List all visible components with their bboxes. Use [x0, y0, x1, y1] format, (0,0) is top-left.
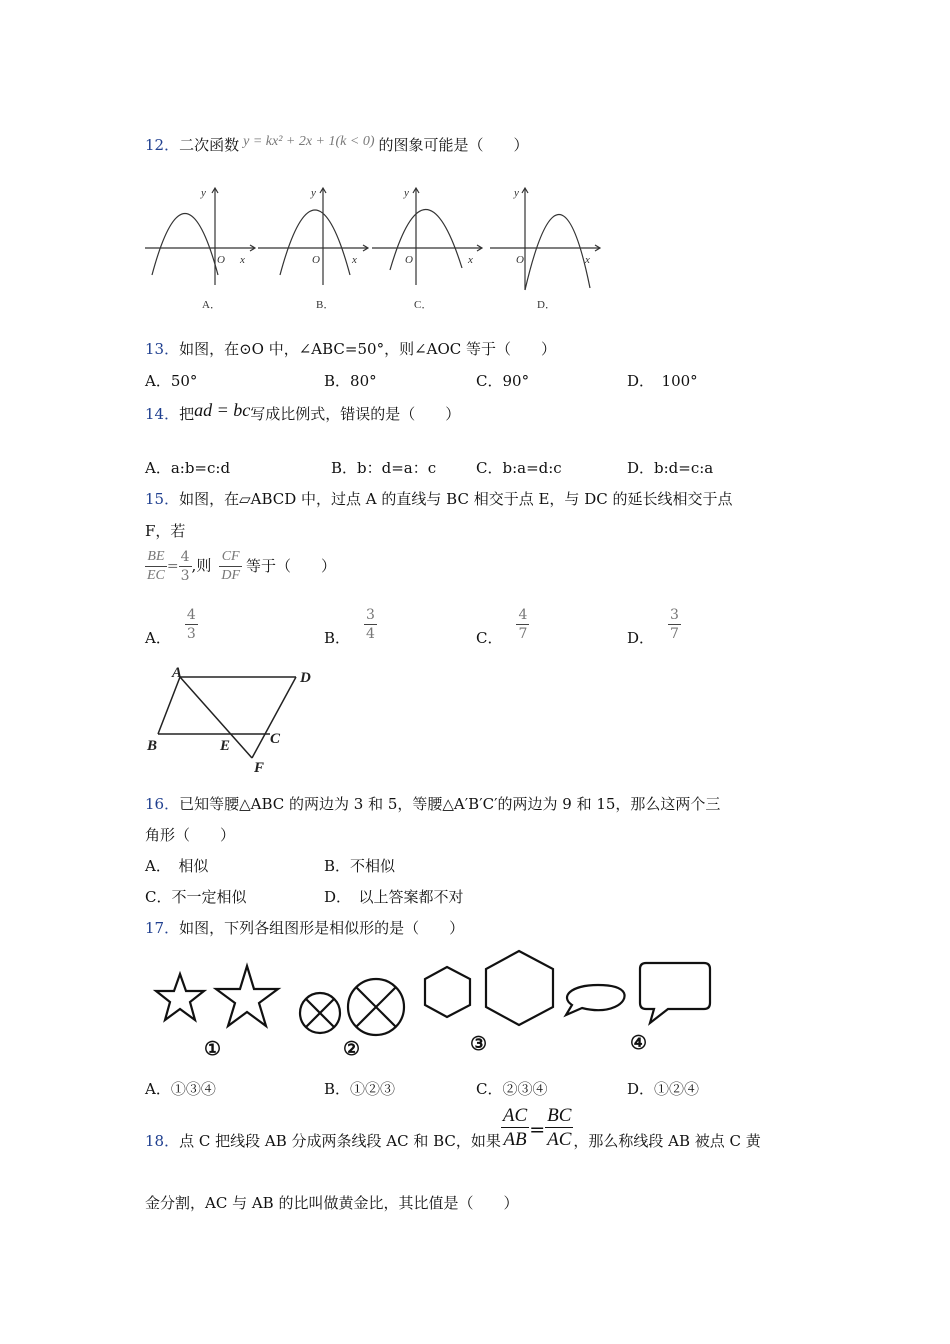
q16-option-c: C．不一定相似 [145, 888, 247, 906]
q13-text: 如图，在⊙O 中，∠ABC=50°，则∠AOC 等于（ ） [179, 340, 557, 358]
q15-option-b-frac [364, 608, 377, 641]
q18-post: ，那么称线段 AB 被点 C 黄 [573, 1131, 761, 1150]
q12-d-o: O [516, 254, 524, 266]
q15-line1 [145, 488, 732, 509]
q17-option-c: C．②③④ [476, 1080, 548, 1098]
q15-option-d-den: 7 [670, 626, 679, 642]
q12-post: 的图象可能是（ ） [378, 136, 529, 154]
q15-option-c-frac [516, 608, 529, 641]
q15-then: ,则 [191, 556, 212, 575]
q12-stem [145, 134, 529, 155]
q13-option-c: C．90° [476, 372, 530, 390]
q15-option-b [324, 607, 377, 647]
q15-option-d [627, 607, 681, 647]
q15-frac3-num: CF [219, 550, 242, 567]
q17-option-b: B．①②③ [324, 1080, 396, 1098]
q12-graph-a [145, 188, 255, 285]
q15-option-a-frac [185, 608, 198, 641]
q12-graphs [140, 180, 610, 320]
q15-option-b-label: B． [324, 628, 351, 647]
q15-option-d-frac [668, 608, 681, 641]
q16-option-d: D． 以上答案都不对 [324, 888, 464, 906]
q15-fig-e: E [220, 738, 231, 754]
q15-fig-d: D [300, 670, 311, 686]
q12-b-x: x [352, 254, 357, 266]
q17-group-label-2: ② [343, 1039, 361, 1060]
q15-option-b-den: 4 [366, 626, 375, 642]
q18-frac1-num: AC [502, 1105, 528, 1126]
q12-label-c: C． [414, 299, 433, 311]
q18-eq: = [529, 1118, 546, 1141]
q18-frac1-den: AB [503, 1129, 527, 1150]
q12-formula: y = kx² + 2x + 1(k < 0) [243, 134, 375, 149]
hexagon-small-icon [425, 967, 470, 1017]
q15-option-c-num: 4 [518, 607, 528, 623]
q15-fig-c: C [270, 731, 281, 747]
q12-label-a: A． [202, 299, 221, 311]
q15-option-c-den: 7 [518, 626, 528, 642]
q17-option-d: D．①②④ [627, 1080, 700, 1098]
q17-text: 如图，下列各组图形是相似形的是（ ） [179, 919, 465, 937]
q16-line2: 角形（ ） [145, 826, 236, 844]
q16-option-a: A． 相似 [145, 857, 209, 875]
q17-option-a: A．①③④ [145, 1080, 216, 1098]
q15-line2: F，若 [145, 522, 186, 540]
q18-pre: 点 C 把线段 AB 分成两条线段 AC 和 BC，如果 [179, 1131, 501, 1150]
q15-frac-be-ec [145, 550, 167, 583]
q12-a-y: y [201, 187, 206, 199]
q16-text1: 已知等腰△ABC 的两边为 3 和 5，等腰△A′B′C′的两边为 9 和 15，那么这两个三 [179, 795, 721, 813]
star-small-icon [156, 974, 204, 1020]
q12-graph-b [258, 188, 368, 285]
q15-fig-a: A [172, 665, 183, 681]
q15-frac1-den: EC [147, 568, 165, 583]
q15-frac2-den: 3 [180, 568, 190, 584]
q18-frac-bc-ac [545, 1106, 573, 1149]
q15-option-b-num: 3 [366, 607, 375, 623]
q17-group-label-1: ① [204, 1039, 222, 1060]
q15-figure [140, 660, 330, 780]
q12-a-o: O [217, 254, 225, 266]
q14-option-d: D．b:d=c:a [627, 459, 714, 477]
q18-line1 [145, 1106, 761, 1149]
q18-frac2-den: AC [547, 1129, 572, 1150]
q17-figures [140, 945, 720, 1063]
q16-number: 16． [145, 795, 180, 813]
q14-number: 14． [145, 405, 180, 423]
q13-number: 13． [145, 340, 180, 358]
q15-frac2-num: 4 [180, 549, 190, 565]
q12-d-x: x [585, 254, 590, 266]
q12-c-y: y [404, 187, 409, 199]
q18-frac2-num: BC [547, 1105, 572, 1126]
q16-line1 [145, 793, 720, 814]
q15-fig-b: B [147, 738, 158, 754]
q14-option-b: B．b：d=a：c [331, 459, 437, 477]
hexagon-large-icon [486, 951, 553, 1025]
q13-option-b: B．80° [324, 372, 377, 390]
q15-frac1-num: BE [145, 550, 167, 567]
q17-group-label-3: ③ [470, 1034, 488, 1055]
q16-option-b: B．不相似 [324, 857, 396, 875]
q15-eq: = [166, 558, 179, 575]
q12-graph-d [490, 188, 600, 290]
q15-option-a-label: A． [145, 628, 171, 647]
q18-number: 18． [145, 1131, 180, 1150]
q13-stem [145, 338, 556, 359]
q13-option-d: D． 100° [627, 372, 698, 390]
q15-fig-f: F [254, 760, 265, 776]
q14-option-c: C．b:a=d:c [476, 459, 562, 477]
q15-number: 15． [145, 490, 180, 508]
q15-condition [145, 550, 336, 583]
q12-number: 12． [145, 136, 180, 154]
q14-stem [145, 400, 461, 424]
q15-frac-cf-df [219, 550, 242, 583]
q15-frac3-den: DF [221, 568, 240, 583]
q14-pre: 把 [179, 405, 195, 423]
q12-b-y: y [311, 187, 316, 199]
q15-option-d-num: 3 [670, 607, 679, 623]
q14-option-a: A．a:b=c:d [145, 459, 231, 477]
q12-pre: 二次函数 [179, 136, 240, 154]
q12-label-d: D． [537, 299, 556, 311]
q15-option-a-num: 4 [186, 607, 196, 623]
q15-option-a-den: 3 [186, 626, 196, 642]
q12-graph-c [372, 188, 482, 285]
q17-stem [145, 917, 464, 938]
q15-option-a [145, 607, 198, 647]
q14-post: 写成比例式，错误的是（ ） [250, 405, 461, 423]
crossed-circle-large-icon [348, 979, 404, 1035]
speech-bubble-oval-icon [566, 985, 625, 1015]
q17-number: 17． [145, 919, 180, 937]
q15-option-c-label: C． [476, 628, 503, 647]
q15-option-d-label: D． [627, 628, 655, 647]
q14-formula: ad = bc [194, 400, 251, 420]
q17-group-label-4: ④ [630, 1033, 648, 1054]
q12-b-o: O [312, 254, 320, 266]
q13-option-a: A．50° [145, 372, 198, 390]
q12-d-y: y [514, 187, 519, 199]
q12-a-x: x [240, 254, 245, 266]
crossed-circle-small-icon [300, 993, 340, 1033]
q15-option-c [476, 607, 529, 647]
q15-frac-4-3 [179, 550, 192, 583]
star-large-icon [216, 966, 278, 1026]
q15-tail: 等于（ ） [246, 556, 337, 575]
speech-bubble-rect-icon [640, 963, 710, 1023]
q18-line2: 金分割，AC 与 AB 的比叫做黄金比，其比值是（ ） [145, 1194, 519, 1212]
q15-text1: 如图，在▱ABCD 中，过点 A 的直线与 BC 相交于点 E，与 DC 的延长线相交于点 [179, 490, 733, 508]
q12-c-x: x [468, 254, 473, 266]
q12-label-b: B． [316, 299, 335, 311]
q12-c-o: O [405, 254, 413, 266]
q18-frac-ac-ab [501, 1106, 529, 1149]
